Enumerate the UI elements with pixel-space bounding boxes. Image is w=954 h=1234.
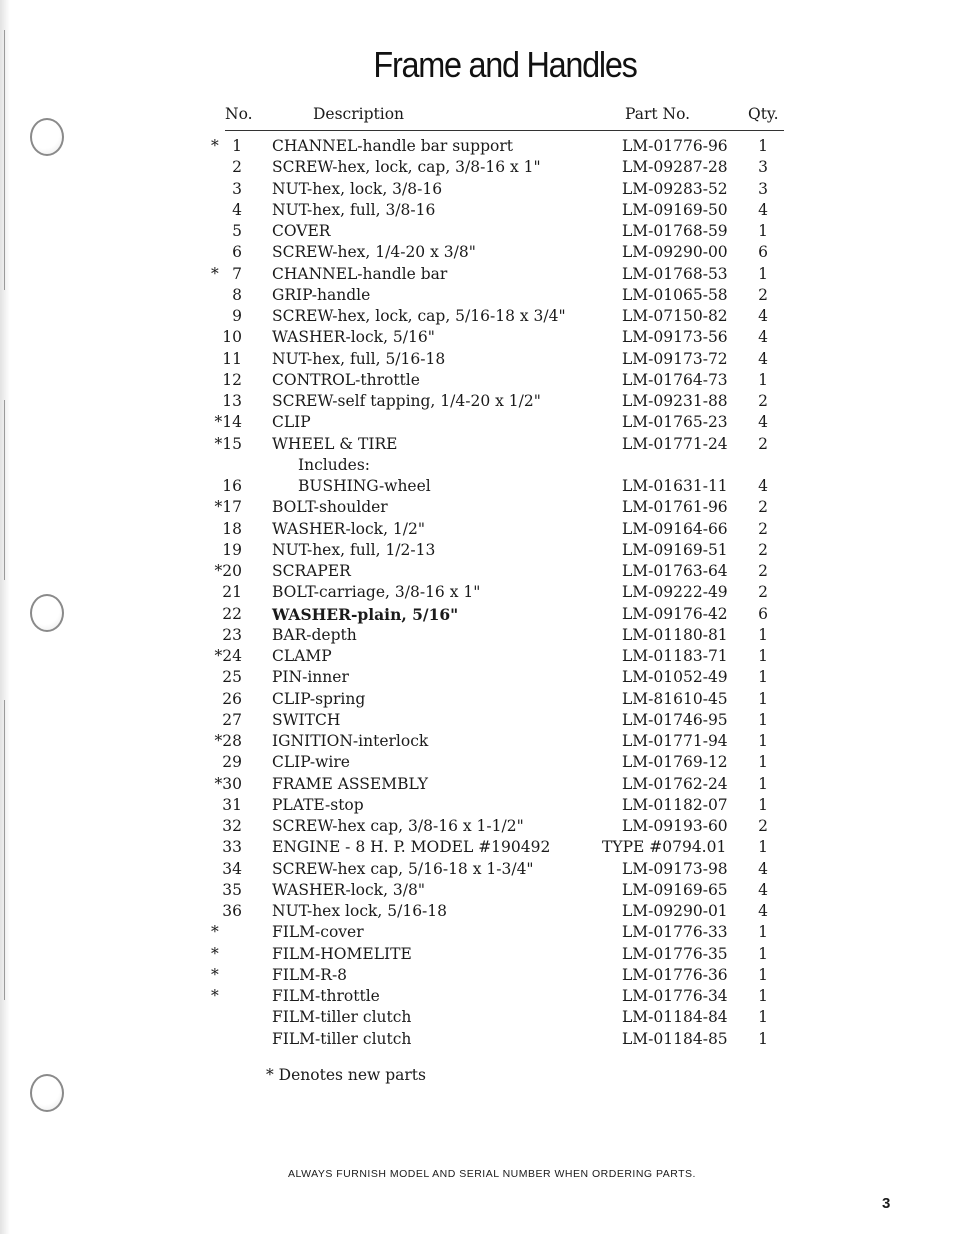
new-part-marker: *: [211, 987, 219, 1005]
table-row: [0, 434, 954, 455]
quantity: 3: [758, 179, 768, 198]
item-description: PLATE-stop: [272, 795, 364, 814]
part-number: LM-01776-36: [622, 965, 728, 984]
part-number: LM-01763-64: [622, 562, 728, 580]
part-number: LM-09169-50: [622, 200, 728, 219]
part-number: LM-81610-45: [622, 689, 728, 708]
table-row: [0, 667, 954, 688]
quantity: 4: [758, 477, 768, 495]
quantity: 1: [758, 689, 768, 708]
item-number: *28: [214, 732, 242, 750]
part-number: LM-09164-66: [622, 519, 728, 538]
item-description: FILM-HOMELITE: [272, 944, 412, 963]
quantity: 4: [758, 902, 768, 920]
new-part-marker: *: [211, 965, 219, 984]
table-row: [0, 264, 954, 285]
quantity: 2: [758, 583, 768, 602]
part-number: LM-01771-94: [622, 732, 728, 750]
table-row: [0, 391, 954, 412]
page-title: Frame and Handles: [373, 44, 637, 85]
table-row: [0, 944, 954, 965]
item-description: FILM-tiller clutch: [272, 1029, 412, 1048]
quantity: 1: [758, 625, 768, 644]
quantity: 2: [758, 434, 768, 453]
item-number: 16: [222, 477, 242, 495]
punch-hole-bottom: [30, 1074, 64, 1112]
item-number: 1: [232, 137, 242, 155]
header-part-no: Part No.: [625, 105, 691, 123]
table-row: [0, 901, 954, 922]
table-row: [0, 731, 954, 752]
quantity: 1: [758, 137, 768, 155]
part-number: LM-09290-00: [622, 243, 728, 262]
item-description: FILM-throttle: [272, 987, 380, 1005]
item-description: COVER: [272, 222, 331, 240]
part-number: LM-09290-01: [622, 902, 728, 920]
quantity: 2: [758, 519, 768, 538]
quantity: 1: [758, 987, 768, 1005]
part-number: LM-09283-52: [622, 179, 728, 198]
header-rule: [225, 130, 784, 131]
quantity: 4: [758, 859, 768, 878]
part-number: LM-09173-56: [622, 328, 728, 347]
header-description: Description: [313, 105, 405, 123]
item-number: 21: [222, 583, 242, 602]
table-row: [0, 412, 954, 433]
item-number: 5: [232, 222, 242, 240]
item-number: 26: [222, 689, 242, 708]
part-number: LM-09169-65: [622, 880, 728, 899]
quantity: 4: [758, 200, 768, 219]
item-number: 33: [222, 838, 242, 857]
table-row: [0, 689, 954, 710]
part-number: LM-01761-96: [622, 498, 728, 517]
item-description: NUT-hex, full, 3/8-16: [272, 200, 436, 219]
part-number: LM-01052-49: [622, 668, 728, 687]
part-number: LM-01768-53: [622, 264, 728, 283]
quantity: 1: [758, 732, 768, 750]
part-number: LM-01769-12: [622, 753, 728, 772]
table-row: [0, 179, 954, 200]
item-description: NUT-hex lock, 5/16-18: [272, 902, 448, 920]
table-row: [0, 497, 954, 518]
quantity: 1: [758, 370, 768, 389]
table-row: [0, 136, 954, 157]
part-number: LM-01631-11: [622, 477, 728, 495]
part-number: LM-01065-58: [622, 285, 728, 304]
table-row: [0, 1029, 954, 1050]
item-description: CHANNEL-handle bar: [272, 264, 448, 283]
item-number: *24: [214, 647, 242, 665]
table-row: [0, 837, 954, 858]
quantity: 1: [758, 774, 768, 793]
item-description: NUT-hex, full, 1/2-13: [272, 540, 436, 559]
item-description: SCREW-hex, lock, cap, 5/16-18 x 3/4": [272, 307, 566, 325]
quantity: 1: [758, 838, 768, 857]
part-number: LM-09173-98: [622, 859, 728, 878]
item-description: BUSHING-wheel: [298, 477, 431, 495]
item-description: WHEEL & TIRE: [272, 434, 398, 453]
item-description: CLIP-spring: [272, 689, 366, 708]
table-row: [0, 880, 954, 901]
part-number: LM-01182-07: [622, 795, 728, 814]
part-number: LM-01776-33: [622, 923, 728, 942]
item-description: PIN-inner: [272, 668, 349, 687]
item-number: 12: [222, 370, 242, 389]
part-number: LM-09222-49: [622, 583, 728, 602]
item-number: 11: [222, 349, 242, 368]
item-number: 32: [222, 817, 242, 835]
table-row: [0, 646, 954, 667]
table-row: [0, 986, 954, 1007]
quantity: 1: [758, 710, 768, 729]
item-description: SCREW-hex, lock, cap, 3/8-16 x 1": [272, 158, 541, 177]
part-number: LM-01762-24: [622, 774, 728, 793]
table-row: [0, 710, 954, 731]
table-row: [0, 774, 954, 795]
table-row: [0, 221, 954, 242]
table-row: [0, 625, 954, 646]
item-number: 13: [222, 392, 242, 410]
item-number: 10: [222, 328, 242, 347]
part-number: LM-09173-72: [622, 349, 728, 368]
table-row: [0, 327, 954, 348]
item-number: 36: [222, 902, 242, 920]
table-row: [0, 795, 954, 816]
item-description: NUT-hex, full, 5/16-18: [272, 349, 446, 368]
quantity: 1: [758, 795, 768, 814]
part-number: LM-01184-85: [622, 1029, 728, 1048]
table-row: [0, 306, 954, 327]
part-number: LM-09193-60: [622, 817, 728, 835]
item-number: 35: [222, 880, 242, 899]
item-description: BOLT-carriage, 3/8-16 x 1": [272, 583, 481, 602]
item-number: 25: [222, 668, 242, 687]
table-row: [0, 349, 954, 370]
item-description: CLIP: [272, 413, 311, 432]
quantity: 1: [758, 923, 768, 942]
part-number: LM-09169-51: [622, 540, 728, 559]
quantity: 2: [758, 285, 768, 304]
item-description: SCRAPER: [272, 562, 351, 580]
item-number: 7: [232, 264, 242, 283]
item-number: *14: [214, 413, 242, 432]
table-row: [0, 859, 954, 880]
table-row: [0, 370, 954, 391]
header-no: No.: [225, 105, 253, 123]
part-number: LM-09176-42: [622, 604, 728, 623]
item-description: NUT-hex, lock, 3/8-16: [272, 179, 443, 198]
item-description: WASHER-lock, 1/2": [272, 519, 426, 538]
table-row: [0, 965, 954, 986]
new-part-marker: *: [211, 137, 219, 155]
part-number: LM-01776-96: [622, 137, 728, 155]
quantity: 2: [758, 498, 768, 517]
new-part-marker: *: [211, 264, 219, 283]
quantity: 1: [758, 668, 768, 687]
quantity: 4: [758, 349, 768, 368]
quantity: 2: [758, 392, 768, 410]
quantity: 4: [758, 328, 768, 347]
table-row: [0, 816, 954, 837]
part-number: LM-01768-59: [622, 222, 728, 240]
item-number: 27: [222, 710, 242, 729]
item-number: 8: [232, 285, 242, 304]
quantity: 1: [758, 264, 768, 283]
new-part-marker: *: [211, 923, 219, 942]
quantity: 6: [758, 604, 768, 623]
item-description: CLAMP: [272, 647, 332, 665]
part-number: LM-07150-82: [622, 307, 728, 325]
item-description: ENGINE - 8 H. P. MODEL #190492: [272, 838, 551, 857]
table-row: [0, 540, 954, 561]
footer-notice: ALWAYS FURNISH MODEL AND SERIAL NUMBER WHEN ORDERING PARTS.: [288, 1168, 696, 1180]
quantity: 6: [758, 243, 768, 262]
part-number: LM-01771-24: [622, 434, 728, 453]
item-description: FILM-tiller clutch: [272, 1008, 412, 1027]
part-number: LM-01776-35: [622, 944, 728, 963]
table-row: [0, 157, 954, 178]
quantity: 2: [758, 540, 768, 559]
item-number: *15: [214, 434, 242, 453]
item-number: 2: [232, 158, 242, 177]
quantity: 3: [758, 158, 768, 177]
parts-table: [0, 136, 954, 1050]
part-number: LM-01180-81: [622, 625, 728, 644]
item-number: 23: [222, 625, 242, 644]
item-description: CHANNEL-handle bar support: [272, 137, 513, 155]
item-number: 22: [222, 604, 242, 623]
item-description: SCREW-hex cap, 3/8-16 x 1-1/2": [272, 817, 524, 835]
part-number: TYPE #0794.01: [602, 838, 727, 857]
part-number: LM-01765-23: [622, 413, 728, 432]
item-description: WASHER-lock, 3/8": [272, 880, 426, 899]
footnote: * Denotes new parts: [266, 1066, 426, 1084]
part-number: LM-01184-84: [622, 1008, 728, 1027]
quantity: 1: [758, 965, 768, 984]
part-number: LM-09231-88: [622, 392, 728, 410]
item-description: WASHER-plain, 5/16": [272, 604, 459, 624]
table-row: [0, 476, 954, 497]
item-number: *30: [214, 774, 242, 793]
quantity: 1: [758, 1008, 768, 1027]
item-description: CONTROL-throttle: [272, 370, 420, 389]
table-row: [0, 242, 954, 263]
quantity: 2: [758, 562, 768, 580]
item-description: CLIP-wire: [272, 753, 350, 772]
item-number: 18: [222, 519, 242, 538]
item-number: 19: [222, 540, 242, 559]
item-number: *20: [214, 562, 242, 580]
item-number: 34: [222, 859, 242, 878]
part-number: LM-09287-28: [622, 158, 728, 177]
item-description: BAR-depth: [272, 625, 357, 644]
table-row: [0, 200, 954, 221]
item-number: 9: [232, 307, 242, 325]
part-number: LM-01764-73: [622, 370, 728, 389]
quantity: 1: [758, 647, 768, 665]
quantity: 4: [758, 880, 768, 899]
quantity: 1: [758, 753, 768, 772]
item-description: GRIP-handle: [272, 285, 371, 304]
item-description: SCREW-hex cap, 5/16-18 x 1-3/4": [272, 859, 534, 878]
item-description: SCREW-hex, 1/4-20 x 3/8": [272, 243, 476, 262]
item-description: FRAME ASSEMBLY: [272, 774, 428, 793]
item-number: 29: [222, 753, 242, 772]
item-description: BOLT-shoulder: [272, 498, 388, 517]
item-number: 4: [232, 200, 242, 219]
item-description: SWITCH: [272, 710, 341, 729]
item-description: Includes:: [298, 455, 370, 474]
item-description: IGNITION-interlock: [272, 732, 429, 750]
item-number: 31: [222, 795, 242, 814]
quantity: 4: [758, 413, 768, 432]
quantity: 2: [758, 817, 768, 835]
quantity: 1: [758, 1029, 768, 1048]
quantity: 1: [758, 222, 768, 240]
table-row: [0, 922, 954, 943]
table-row: [0, 561, 954, 582]
item-number: 3: [232, 179, 242, 198]
part-number: LM-01183-71: [622, 647, 728, 665]
item-number: 6: [232, 243, 242, 262]
page-number: 3: [882, 1195, 891, 1212]
part-number: LM-01776-34: [622, 987, 728, 1005]
item-description: WASHER-lock, 5/16": [272, 328, 435, 347]
table-row: [0, 582, 954, 603]
quantity: 1: [758, 944, 768, 963]
table-row: [0, 519, 954, 540]
table-row: [0, 285, 954, 306]
item-description: SCREW-self tapping, 1/4-20 x 1/2": [272, 392, 541, 410]
table-row: [0, 455, 954, 476]
item-number: *17: [214, 498, 242, 517]
table-row: [0, 752, 954, 773]
table-row: [0, 1007, 954, 1028]
header-qty: Qty.: [748, 105, 779, 123]
item-description: FILM-R-8: [272, 965, 348, 984]
new-part-marker: *: [211, 944, 219, 963]
table-row: [0, 604, 954, 625]
item-description: FILM-cover: [272, 923, 364, 942]
part-number: LM-01746-95: [622, 710, 728, 729]
quantity: 4: [758, 307, 768, 325]
